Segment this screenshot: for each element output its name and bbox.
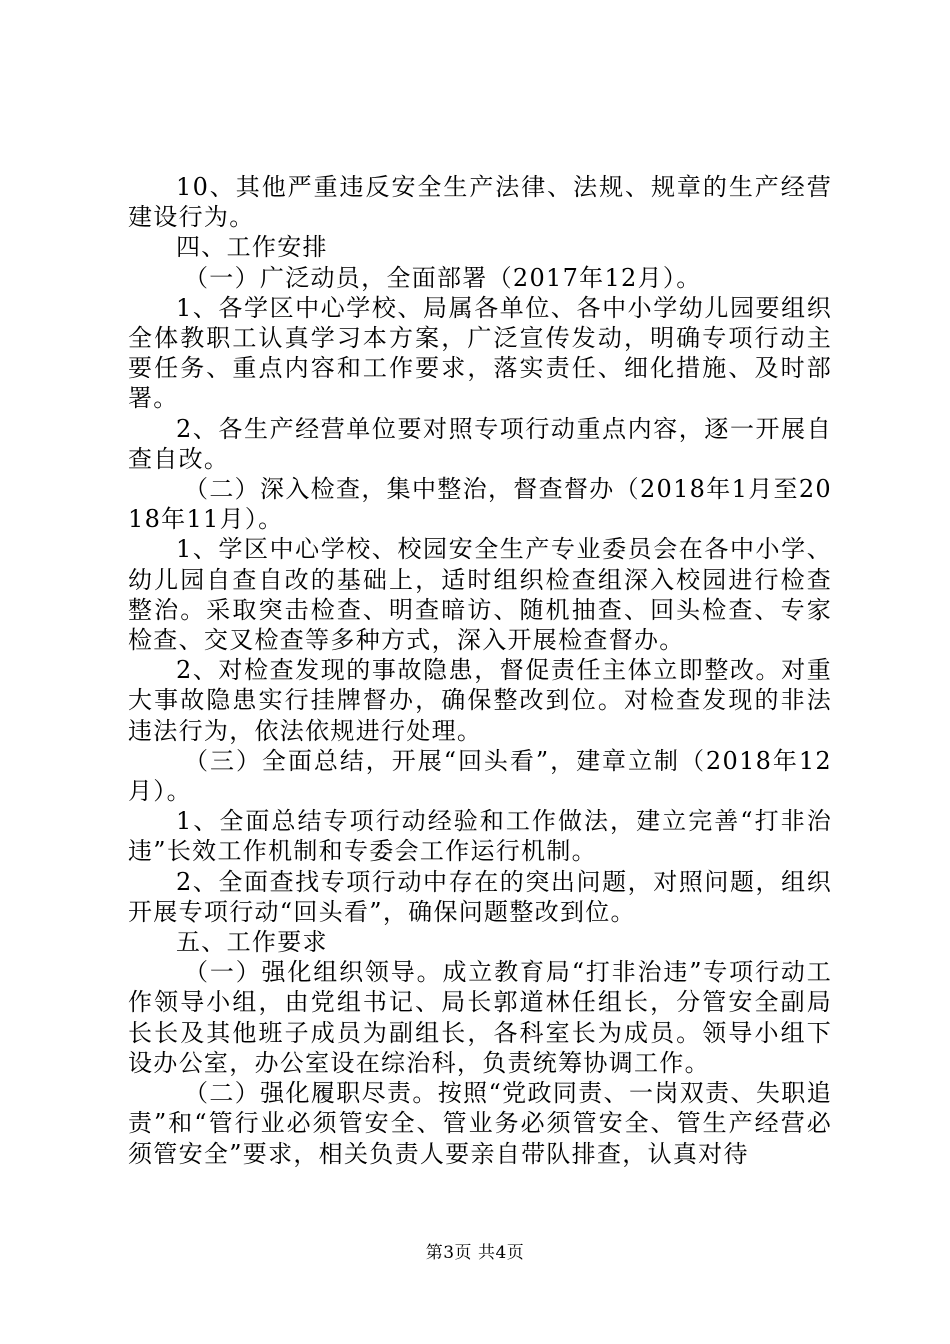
document-body	[128, 172, 832, 1169]
page-number: 第3页 共4页	[425, 1243, 525, 1263]
paragraph: 10、其他严重违反安全生产法律、法规、规章的生产经营建设行为。	[128, 173, 832, 232]
page-footer	[0, 1243, 950, 1263]
subsection-heading: （一）广泛动员，全面部署（2017年12月）。	[184, 263, 702, 292]
paragraph: 1、全面总结专项行动经验和工作做法，建立完善“打非治违”长效工作机制和专委会工作运行机制。	[128, 807, 832, 866]
paragraph: 1、各学区中心学校、局属各单位、各中小学幼儿园要组织全体教职工认真学习本方案，广泛宣传发动，明确专项行动主要任务、重点内容和工作要求，落实责任、细化措施、及时部署。	[128, 293, 832, 413]
paragraph: （一）强化组织领导。成立教育局“打非治违”专项行动工作领导小组，由党组书记、局长郭道林任组长，分管安全副局长长及其他班子成员为副组长，各科室长为成员。领导小组下设办公室，办公室设在综治科，负责统筹协调工作。	[128, 958, 832, 1077]
paragraph: 2、对检查发现的事故隐患，督促责任主体立即整改。对重大事故隐患实行挂牌督办，确保整改到位。对检查发现的非法违法行为，依法依规进行处理。	[128, 656, 832, 745]
paragraph: 2、各生产经营单位要对照专项行动重点内容，逐一开展自查自改。	[128, 414, 832, 473]
paragraph: 1、学区中心学校、校园安全生产专业委员会在各中小学、幼儿园自查自改的基础上，适时组织检查组深入校园进行检查整治。采取突击检查、明查暗访、随机抽查、回头检查、专家检查、交叉检查等多种方式，深入开展检查督办。	[128, 535, 832, 655]
paragraph: （二）强化履职尽责。按照“党政同责、一岗双责、失职追责”和“管行业必须管安全、管业务必须管安全、管生产经营必须管安全”要求，相关负责人要亲自带队排查，认真对待	[128, 1079, 832, 1168]
paragraph: 2、全面查找专项行动中存在的突出问题，对照问题，组织开展专项行动“回头看”，确保问题整改到位。	[128, 867, 832, 926]
section-heading: 四、工作安排	[176, 233, 328, 262]
section-heading: 五、工作要求	[176, 928, 328, 957]
subsection-heading: （二）深入检查，集中整治，督查督办（2018年1月至2018年11月）。	[128, 475, 832, 534]
subsection-heading: （三）全面总结，开展“回头看”，建章立制（2018年12月）。	[128, 746, 832, 806]
